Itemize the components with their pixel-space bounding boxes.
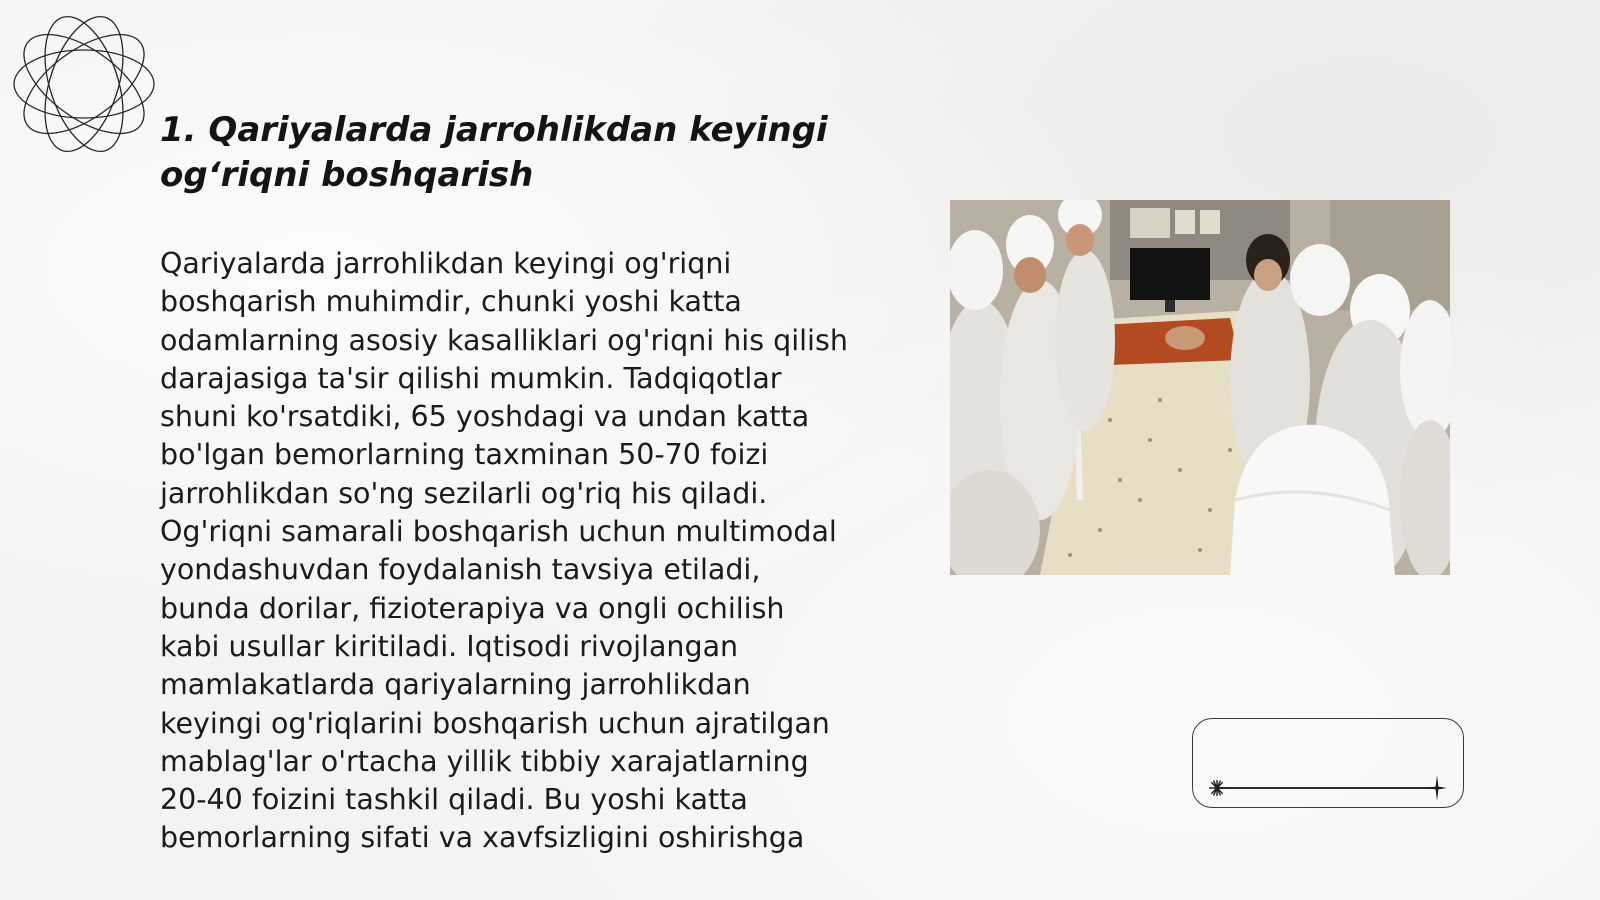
slide-body-text: Qariyalarda jarrohlikdan keyingi og'riqni boshqarish muhimdir, chunki yoshi katta odamlarning asosiy kasalliklari og'riqni his qilish darajasiga ta'sir qilishi mumkin. Tadqiqotlar shuni ko'rsatdiki, 65 yoshdagi va undan katta bo'lgan bemorlarning taxminan 50-70 foizi jarrohlikdan so'ng sezilarli og'riq his qiladi. Og'riqni samarali boshqarish uchun multimodal yondashuvdan foydalanish tavsiya etiladi, bunda dorilar, fizioterapiya va ongli ochilish kabi usullar kiritiladi. Iqtisodi rivojlangan mamlakatlarda qariyalarning jarrohlikdan keyingi og'riqlarini boshqarish uchun ajratilgan mablag'lar o'rtacha yillik tibbiy xarajatlarning 20-40 foizini tashkil qiladi. Bu yoshi katta bemorlarning sifati va xavfsizligini oshirishga: [160, 247, 848, 855]
nurses-training-photo: [950, 200, 1450, 575]
slider-widget: [1192, 718, 1464, 808]
slide-title: 1. Qariyalarda jarrohlikdan keyingi og‘riqni boshqarish: [160, 110, 828, 195]
orbit-rings-icon: [10, 10, 158, 158]
slider-track: [1216, 787, 1442, 789]
sparkle-icon: [1427, 775, 1447, 801]
starburst-icon: [1208, 779, 1226, 797]
